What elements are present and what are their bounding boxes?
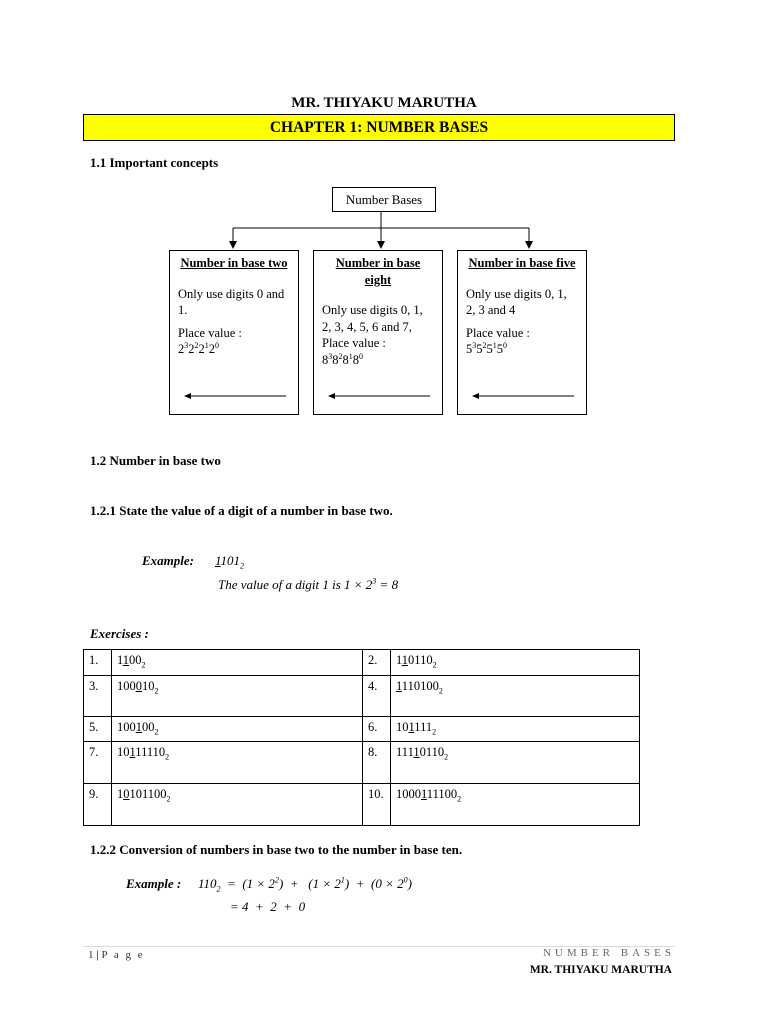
author-name: MR. THIYAKU MARUTHA — [291, 95, 477, 111]
place-value-label: Place value : — [466, 325, 530, 340]
exercise-number: 3. — [84, 676, 112, 717]
exercise-value: $11110110_2$ — [391, 742, 640, 784]
place-value-powers: $8^38^28^18^0$ — [322, 351, 363, 367]
number-bases-diagram — [160, 185, 600, 420]
exercise-number: 9. — [84, 784, 112, 826]
section-heading-1-2-1: 1.2.1 State the value of a digit of a number in base two. — [90, 503, 393, 518]
card-title: Number in base two — [180, 256, 288, 270]
left-arrow-icon — [472, 392, 574, 400]
exercise-value: $10101100_2$ — [112, 784, 363, 826]
exercises-label: Exercises : — [90, 626, 149, 641]
footer-author: MR. THIYAKU MARUTHA — [529, 964, 672, 976]
left-arrow-icon — [328, 392, 430, 400]
table-row — [84, 676, 640, 717]
exercises-table — [83, 649, 640, 826]
card-base-eight — [313, 250, 443, 415]
exercise-number: 2. — [363, 650, 391, 676]
place-value-label: Place value : — [178, 325, 242, 340]
exercise-number: 10. — [363, 784, 391, 826]
exercise-number: 6. — [363, 717, 391, 742]
exercise-number: 8. — [363, 742, 391, 784]
table-row — [84, 717, 640, 742]
card-base-two — [169, 250, 299, 415]
page-number: 1 | P a g e — [88, 949, 145, 961]
chapter-title: CHAPTER 1: NUMBER BASES — [83, 114, 675, 141]
exercise-number: 4. — [363, 676, 391, 717]
card-base-five — [457, 250, 587, 415]
example-number: $1101_2$ — [215, 553, 245, 571]
left-arrow-icon — [184, 392, 286, 400]
example-label: Example : — [126, 876, 182, 891]
exercise-value: $10111110_2$ — [112, 742, 363, 784]
exercise-value: $100010_2$ — [112, 676, 363, 717]
place-value-label: Place value : — [322, 336, 386, 350]
card-body: Only use digits 0, 1, 2, 3 and 4 — [466, 286, 567, 317]
card-body: Only use digits 0, 1, 2, 3, 4, 5, 6 and 7, — [322, 303, 423, 334]
exercise-value: $110110_2$ — [391, 650, 640, 676]
section-heading-1-2-2: 1.2.2 Conversion of numbers in base two to the number in base ten. — [90, 842, 463, 857]
exercise-number: 7. — [84, 742, 112, 784]
conversion-equation: $110_2 = (1 \times 2^2) + (1 \times 2^1) + (0 \times 2^0)$ — [198, 875, 412, 894]
exercise-value: $101111_2$ — [391, 717, 640, 742]
card-title: Number in base eight — [335, 256, 421, 287]
number-bases-root-box: Number Bases — [332, 187, 436, 212]
section-heading-1-2: 1.2 Number in base two — [90, 453, 221, 468]
table-row — [84, 742, 640, 784]
exercise-number: 1. — [84, 650, 112, 676]
exercise-value: $1000111100_2$ — [391, 784, 640, 826]
place-value-powers: $5^35^25^15^0$ — [466, 340, 507, 356]
table-row — [84, 650, 640, 676]
place-value-powers: $2^32^22^12^0$ — [178, 340, 219, 356]
exercise-value: $1110100_2$ — [391, 676, 640, 717]
exercise-value: $1100_2$ — [112, 650, 363, 676]
exercise-value: $100100_2$ — [112, 717, 363, 742]
card-title: Number in base five — [468, 256, 576, 270]
example-label: Example: — [142, 553, 194, 568]
card-body: Only use digits 0 and 1. — [178, 286, 285, 317]
table-row — [84, 784, 640, 826]
section-heading-1-1: 1.1 Important concepts — [90, 155, 219, 170]
footer-title: NUMBER BASES — [542, 947, 675, 959]
exercise-number: 5. — [84, 717, 112, 742]
conversion-result: = 4 + 2 + 0 — [230, 899, 306, 914]
example-explanation: The value of a digit 1 is $1 \times 2^3 = 8$ — [218, 576, 399, 592]
